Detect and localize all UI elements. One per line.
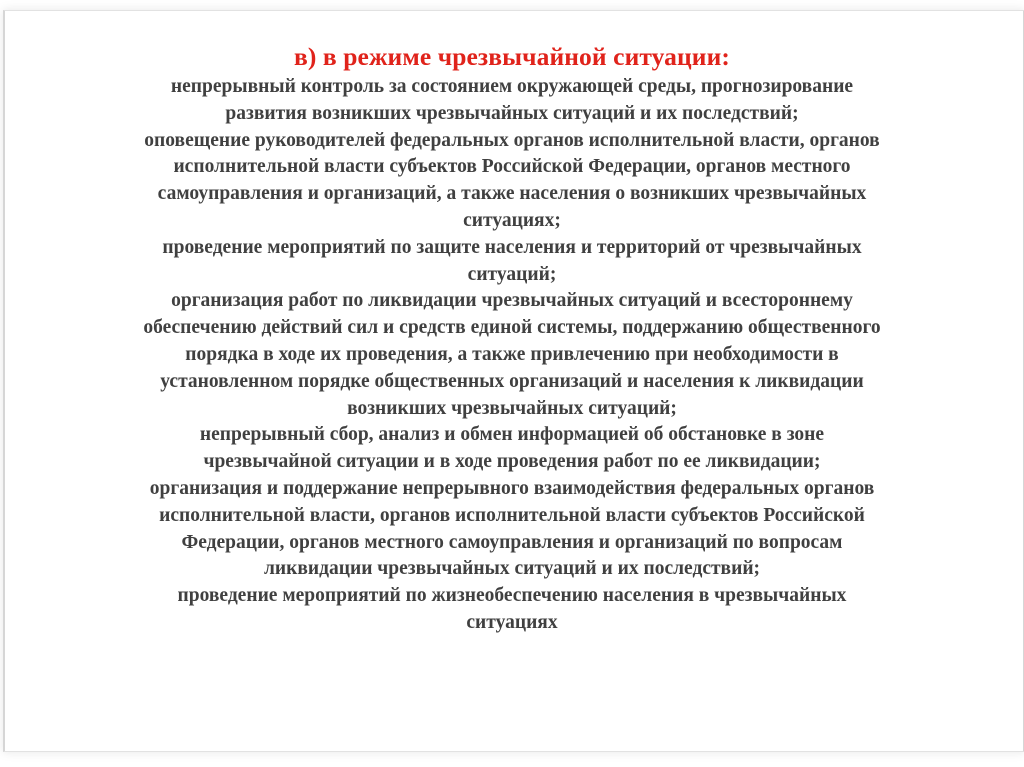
text-line: проведение мероприятий по жизнеобеспечению населения в чрезвычайных <box>177 585 847 607</box>
text-line: исполнительной власти, органов исполнительной власти субъектов Российской <box>159 504 865 526</box>
text-line: Федерации, органов местного самоуправления и организаций по вопросам <box>181 531 843 553</box>
text-line: непрерывный сбор, анализ и обмен информацией об обстановке в зоне <box>199 424 825 446</box>
text-line: организация работ по ликвидации чрезвычайных ситуаций и всестороннему <box>171 290 853 312</box>
text-line: ситуаций; <box>467 263 557 285</box>
text-line: ситуациях; <box>463 209 561 231</box>
text-line: чрезвычайной ситуации и в ходе проведения работ по ее ликвидации; <box>203 451 821 473</box>
text-line: обеспечению действий сил и средств единой системы, поддержанию общественного <box>143 317 881 339</box>
text-line: развития возникших чрезвычайных ситуаций и их последствий; <box>225 102 799 124</box>
slide-content <box>24 40 1000 637</box>
text-line: непрерывный контроль за состоянием окружающей среды, прогнозирование <box>170 76 854 97</box>
text-line: порядка в ходе их проведения, а также привлечению при необходимости в <box>185 343 839 365</box>
text-line: самоуправления и организаций, а также населения о возникших чрезвычайных <box>157 183 867 205</box>
text-line: возникших чрезвычайных ситуаций; <box>347 397 677 419</box>
text-line: организация и поддержание непрерывного взаимодействия федеральных органов <box>149 477 875 499</box>
text-line: установленном порядке общественных организаций и населения к ликвидации <box>160 370 864 392</box>
text-line: ликвидации чрезвычайных ситуаций и их последствий; <box>263 558 761 580</box>
slide-title: в) в режиме чрезвычайной ситуации: <box>293 42 730 71</box>
slide-body <box>24 74 1000 637</box>
text-line: проведение мероприятий по защите населения и территорий от чрезвычайных <box>162 236 862 258</box>
text-line: исполнительной власти субъектов Российской Федерации, органов местного <box>173 156 851 178</box>
text-line: ситуациях <box>466 611 558 633</box>
text-line: оповещение руководителей федеральных органов исполнительной власти, органов <box>144 129 880 151</box>
